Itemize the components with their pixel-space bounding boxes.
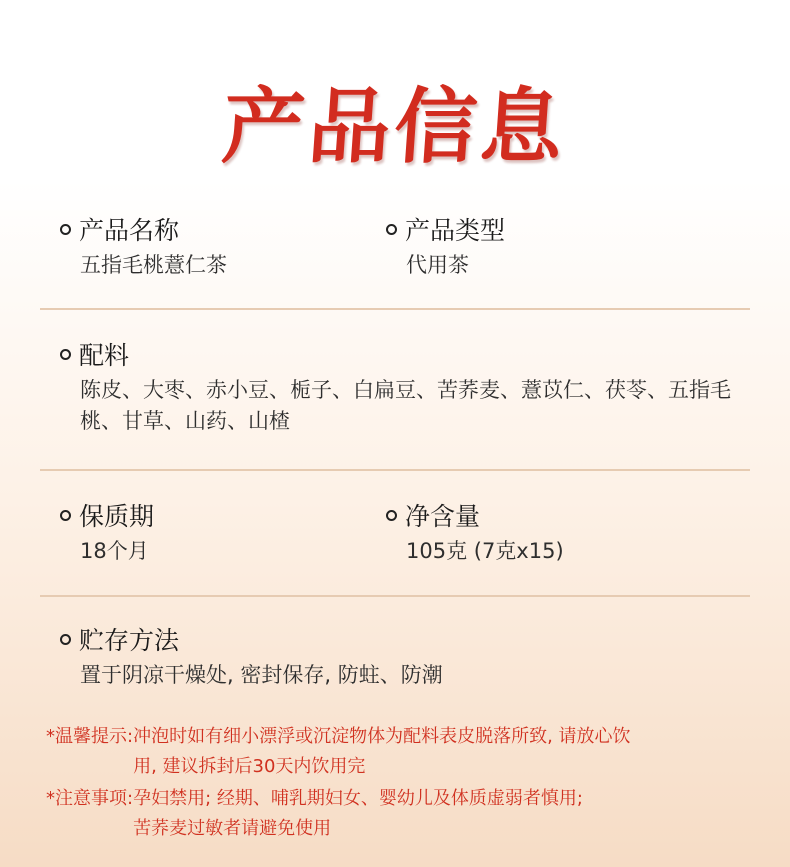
- circle-bullet-icon: [386, 510, 397, 521]
- divider: [40, 469, 750, 471]
- caution-note-label: *注意事项:: [46, 788, 134, 809]
- net-content-label: 净含量: [405, 502, 481, 531]
- shelf-life-value: 18个月: [80, 539, 149, 563]
- ingredients-line-1: 陈皮、大枣、赤小豆、栀子、白扁豆、苦荞麦、薏苡仁、茯苓、五指毛: [80, 378, 731, 402]
- product-name-value: 五指毛桃薏仁茶: [80, 253, 227, 277]
- circle-bullet-icon: [60, 634, 71, 645]
- ingredients-label: 配料: [79, 341, 130, 370]
- storage-field: [60, 622, 443, 691]
- storage-label: 贮存方法: [79, 626, 180, 655]
- divider: [40, 308, 750, 310]
- ingredients-value: [80, 375, 731, 437]
- circle-bullet-icon: [60, 224, 71, 235]
- net-content-value: 105克 (7克x15): [406, 539, 564, 563]
- circle-bullet-icon: [60, 510, 71, 521]
- caution-note-line-2: 苦荞麦过敏者请避免使用: [133, 818, 332, 839]
- shelf-life-field: [60, 498, 154, 567]
- net-content-field: [386, 498, 564, 567]
- tip-note-line-2: 用, 建议拆封后30天内饮用完: [133, 756, 366, 777]
- product-name-label: 产品名称: [79, 216, 180, 245]
- tip-note: [46, 722, 766, 782]
- circle-bullet-icon: [386, 224, 397, 235]
- shelf-life-label: 保质期: [79, 502, 155, 531]
- divider: [40, 595, 750, 597]
- circle-bullet-icon: [60, 349, 71, 360]
- ingredients-line-2: 桃、甘草、山药、山楂: [80, 409, 290, 433]
- product-name-field: [60, 212, 227, 281]
- notes: [46, 722, 766, 844]
- caution-note-line-1: 孕妇禁用; 经期、哺乳期妇女、婴幼儿及体质虚弱者慎用;: [133, 788, 583, 809]
- storage-value: 置于阴凉干燥处, 密封保存, 防蛀、防潮: [80, 663, 443, 687]
- tip-note-line-1: 冲泡时如有细小漂浮或沉淀物体为配料表皮脱落所致, 请放心饮: [133, 726, 631, 747]
- product-type-label: 产品类型: [405, 216, 506, 245]
- product-type-field: [386, 212, 505, 281]
- tip-note-label: *温馨提示:: [46, 726, 134, 747]
- product-type-value: 代用茶: [406, 253, 469, 277]
- page-title: 产品信息: [219, 79, 570, 175]
- ingredients-field: [60, 337, 731, 437]
- caution-note: [46, 784, 766, 844]
